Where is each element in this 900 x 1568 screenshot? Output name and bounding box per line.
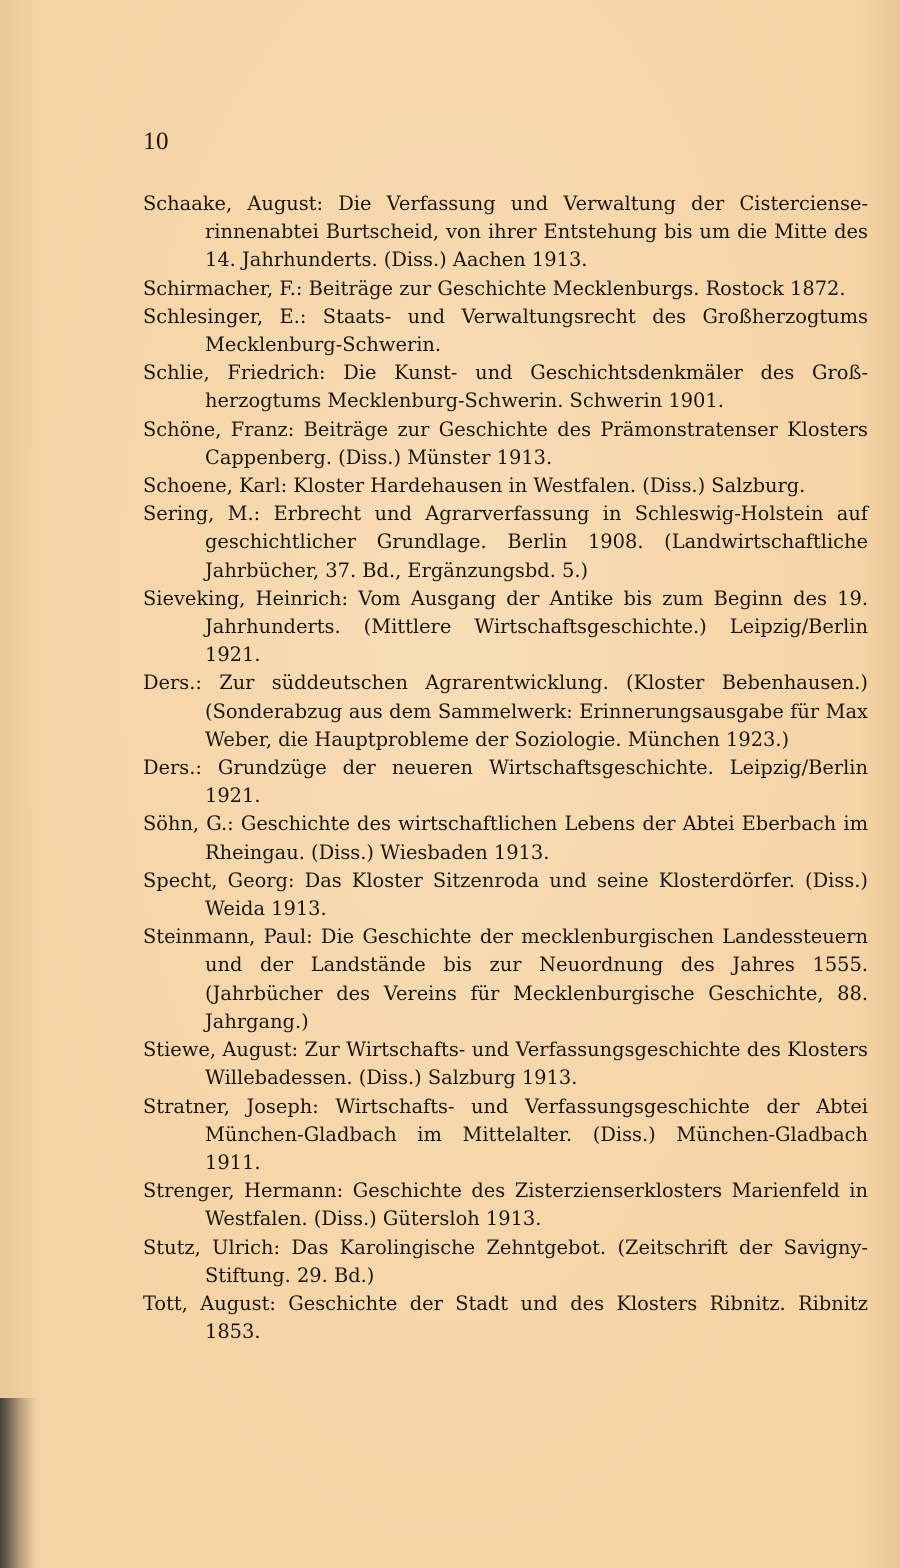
bibliography-entry-strenger: Strenger, Hermann: Geschichte des Zisterzienserklosters Marienfeld in Westfalen. (Diss.) Gütersloh 1913.: [143, 1179, 868, 1231]
bibliography-entry-ders-grundzuege: Ders.: Grundzüge der neueren Wirtschaftsgeschichte. Leipzig/Berlin 1921.: [143, 756, 868, 808]
bibliography-entry-stiewe: Stiewe, August: Zur Wirtschafts- und Verfassungsgeschichte des Klosters Willebadessen. (Diss.) Salzburg 1913.: [143, 1038, 868, 1090]
bibliography-entry-schaake: Schaake, August: Die Verfassung und Verwaltung der Cistercienserinnenabtei Burtscheid, von ihrer Entstehung bis um die Mitte des 14. Jahrhunderts. (Diss.) Aachen 1913.: [143, 192, 868, 272]
page-edge-shadow: [0, 1398, 36, 1568]
bibliography-entry-schoene-franz: Schöne, Franz: Beiträge zur Geschichte des Prämonstratenser Klosters Cappenberg. (Diss.) Münster 1913.: [143, 417, 868, 469]
bibliography-entry-steinmann: Steinmann, Paul: Die Geschichte der mecklenburgischen Landessteuern und der Landstände bis zur Neuordnung des Jahres 1555. (Jahrbücher des Vereins für Mecklenburgische Geschichte, 88. Jahrgang.): [143, 925, 868, 1033]
bibliography-entry-specht: Specht, Georg: Das Kloster Sitzenroda und seine Klosterdörfer. (Diss.) Weida 1913.: [143, 868, 868, 921]
bibliography-list: [143, 190, 868, 1346]
bibliography-entry-tott: Tott, August: Geschichte der Stadt und des Klosters Ribnitz. Ribnitz 1853.: [143, 1291, 868, 1344]
bibliography-entry-ders-agrarentwicklung: Ders.: Zur süddeutschen Agrarentwicklung. (Kloster Bebenhausen.) (Sonderabzug aus dem Sammelwerk: Erinnerungsausgabe für Max Weber, die Hauptprobleme der Soziologie. München 1923.): [143, 671, 868, 751]
bibliography-entry-schlesinger: Schlesinger, E.: Staats- und Verwaltungsrecht des Großherzogtums Mecklenburg-Schwerin.: [143, 304, 868, 357]
bibliography-entry-stutz: Stutz, Ulrich: Das Karolingische Zehntgebot. (Zeitschrift der Savigny-Stiftung. 29. Bd.): [143, 1235, 868, 1287]
bibliography-entry-sering: Sering, M.: Erbrecht und Agrarverfassung in Schleswig-Holstein auf geschichtlicher Grundlage. Berlin 1908. (Landwirtschaftliche Jahrbücher, 37. Bd., Ergänzungsbd. 5.): [143, 502, 868, 582]
bibliography-entry-schlie: Schlie, Friedrich: Die Kunst- und Geschichtsdenkmäler des Großherzogtums Mecklenburg-Schwerin. Schwerin 1901.: [143, 361, 868, 413]
page-number: 10: [143, 128, 169, 155]
bibliography-entry-sieveking: Sieveking, Heinrich: Vom Ausgang der Antike bis zum Beginn des 19. Jahrhunderts. (Mittlere Wirtschaftsgeschichte.) Leipzig/Berlin 1921.: [143, 586, 868, 667]
bibliography-entry-soehn: Söhn, G.: Geschichte des wirtschaftlichen Lebens der Abtei Eberbach im Rheingau. (Diss.) Wiesbaden 1913.: [143, 812, 868, 864]
bibliography-entry-schoene-karl: Schoene, Karl: Kloster Hardehausen in Westfalen. (Diss.) Salzburg.: [143, 474, 806, 498]
bibliography-entry-stratner: Stratner, Joseph: Wirtschafts- und Verfassungsgeschichte der Abtei München-Gladbach im Mittelalter. (Diss.) München-Gladbach 1911.: [143, 1094, 868, 1174]
bibliography-entry-schirmacher: Schirmacher, F.: Beiträge zur Geschichte Mecklenburgs. Rostock 1872.: [143, 276, 846, 300]
